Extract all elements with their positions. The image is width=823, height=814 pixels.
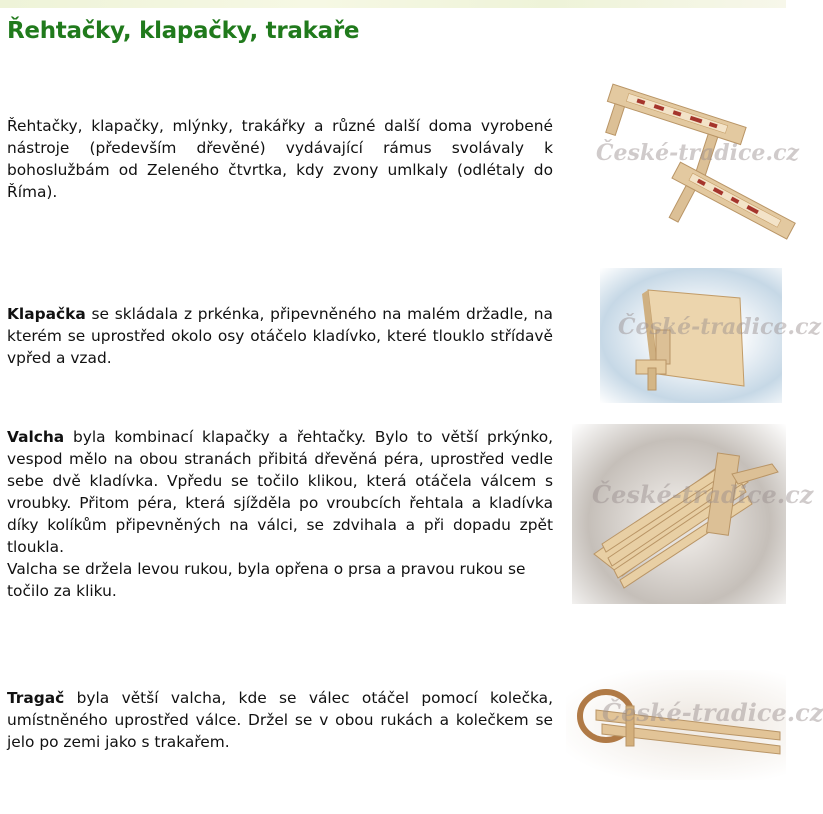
watermark-logo: České-tradice.cz	[592, 480, 814, 509]
watermark-logo: České-tradice.cz	[602, 698, 823, 727]
paragraph-ratchets	[7, 115, 553, 203]
term-bold: Tragač	[7, 689, 65, 707]
page-title: Řehtačky, klapačky, trakaře	[7, 18, 360, 44]
paragraph-text: byla kombinací klapačky a řehtačky. Bylo to větší prkýnko, vespod mělo na obou stranách přibitá dřevěná péra, uprostřed vedle sebe dvě kladívka. Vpředu se točilo klikou, která otáčela válcem s vroubky. Přitom péra, která sjížděla po vroubcích řehtala a kladívka díky kolíkům připevněných na válci, se zdvihala a při dopadu zpět tloukla.	[7, 428, 553, 556]
valcha-illustration	[572, 424, 786, 604]
paragraph-tragac	[7, 687, 553, 753]
tragac-photo	[566, 670, 823, 780]
term-bold: Valcha	[7, 428, 65, 446]
paragraph-text-second: Valcha se držela levou rukou, byla opřena o prsa a pravou rukou se točilo za kliku.	[7, 560, 526, 600]
ratchets-photo	[588, 88, 799, 248]
top-decorative-band	[0, 0, 786, 8]
watermark-logo: České-tradice.cz	[596, 140, 799, 166]
klapacka-photo	[600, 268, 821, 403]
paragraph-valcha	[7, 426, 553, 602]
valcha-photo	[572, 424, 814, 604]
paragraph-text: Řehtačky, klapačky, mlýnky, trakářky a různé další doma vyrobené nástroje (především dřevěné) vydávající rámus svolávaly k bohoslužbám od Zeleného čtvrtka, kdy zvony umlkaly (odlétaly do Říma).	[7, 117, 553, 201]
paragraph-text: byla větší valcha, kde se válec otáčel pomocí kolečka, umístněného uprostřed válce. Držel se v obou rukách a kolečkem se jelo po zemi jako s trakařem.	[7, 689, 553, 751]
paragraph-text: se skládala z prkénka, připevněného na malém držadle, na kterém se uprostřed okolo osy otáčelo kladívko, které tlouklo střídavě vpřed a vzad.	[7, 305, 553, 367]
ratchets-illustration	[588, 88, 786, 248]
watermark-logo: České-tradice.cz	[618, 314, 821, 340]
paragraph-klapacka	[7, 303, 553, 369]
term-bold: Klapačka	[7, 305, 86, 323]
